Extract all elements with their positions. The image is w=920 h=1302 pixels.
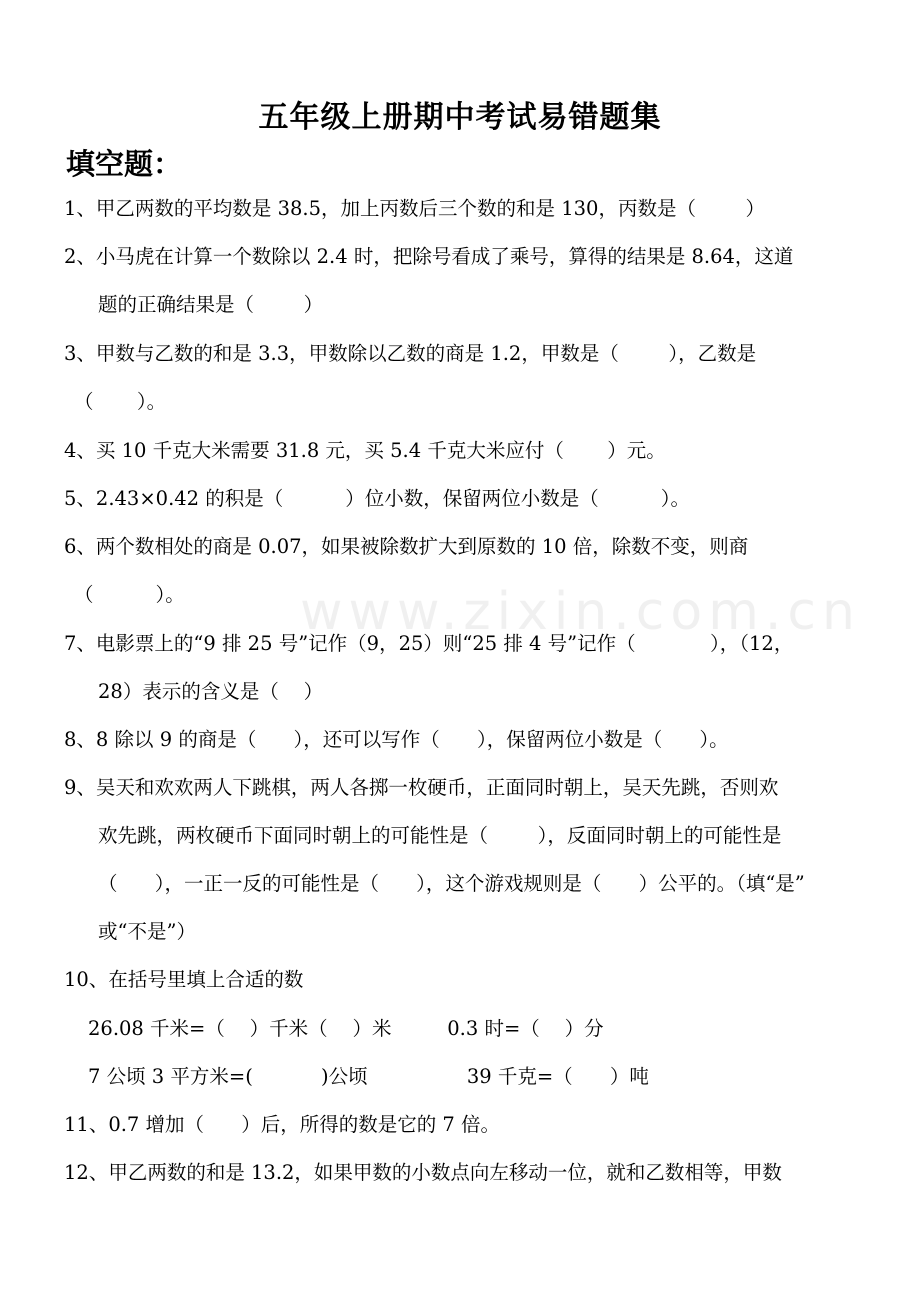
question-6: 6、两个数相处的商是 0.07，如果被除数扩大到原数的 10 倍，除数不变，则商: [64, 535, 749, 558]
question-9: 9、吴天和欢欢两人下跳棋，两人各掷一枚硬币，正面同时朝上，吴天先跳，否则欢: [64, 776, 779, 799]
question-1: 1、甲乙两数的平均数是 38.5，加上丙数后三个数的和是 130，丙数是（ ）: [64, 197, 766, 220]
question-9-continued-3: 或“不是”）: [98, 920, 196, 943]
question-7-continued: 28）表示的含义是（ ）: [98, 680, 324, 703]
question-2-continued: 题的正确结果是（ ）: [98, 293, 324, 316]
question-7: 7、电影票上的“9 排 25 号”记作（9，25）则“25 排 4 号”记作（ ），（12，: [64, 632, 794, 655]
question-2: 2、小马虎在计算一个数除以 2.4 时，把除号看成了乘号，算得的结果是 8.64，这道: [64, 245, 794, 268]
question-10-part-1: 26.08 千米=（ ）千米（ ）米 0.3 时=（ ）分: [88, 1017, 604, 1040]
question-8: 8、8 除以 9 的商是（ ），还可以写作（ ），保留两位小数是（ ）。: [64, 728, 729, 751]
question-4: 4、买 10 千克大米需要 31.8 元，买 5.4 千克大米应付（ ）元。: [64, 439, 666, 462]
question-5: 5、2.43×0.42 的积是（ ）位小数，保留两位小数是（ ）。: [64, 487, 690, 510]
question-10: 10、在括号里填上合适的数: [64, 968, 304, 991]
question-12: 12、甲乙两数的和是 13.2，如果甲数的小数点向左移动一位，就和乙数相等，甲数: [64, 1161, 782, 1184]
question-11: 11、0.7 增加（ ）后，所得的数是它的 7 倍。: [64, 1113, 501, 1136]
watermark: www.zixin.com.cn: [300, 582, 861, 642]
page-title: 五年级上册期中考试易错题集: [258, 100, 662, 135]
section-heading: 填空题：: [66, 147, 183, 181]
question-9-continued-2: （ ），一正一反的可能性是（ ），这个游戏规则是（ ）公平的。（填“是”: [98, 872, 805, 895]
question-3-continued: （ ）。: [74, 390, 167, 413]
question-9-continued-1: 欢先跳，两枚硬币下面同时朝上的可能性是（ ），反面同时朝上的可能性是: [98, 824, 782, 847]
question-3: 3、甲数与乙数的和是 3.3，甲数除以乙数的商是 1.2，甲数是（ ），乙数是: [64, 342, 757, 365]
question-6-continued: （ ）。: [74, 583, 185, 606]
question-10-part-2: 7 公顷 3 平方米=( )公顷 39 千克=（ ）吨: [88, 1065, 649, 1088]
